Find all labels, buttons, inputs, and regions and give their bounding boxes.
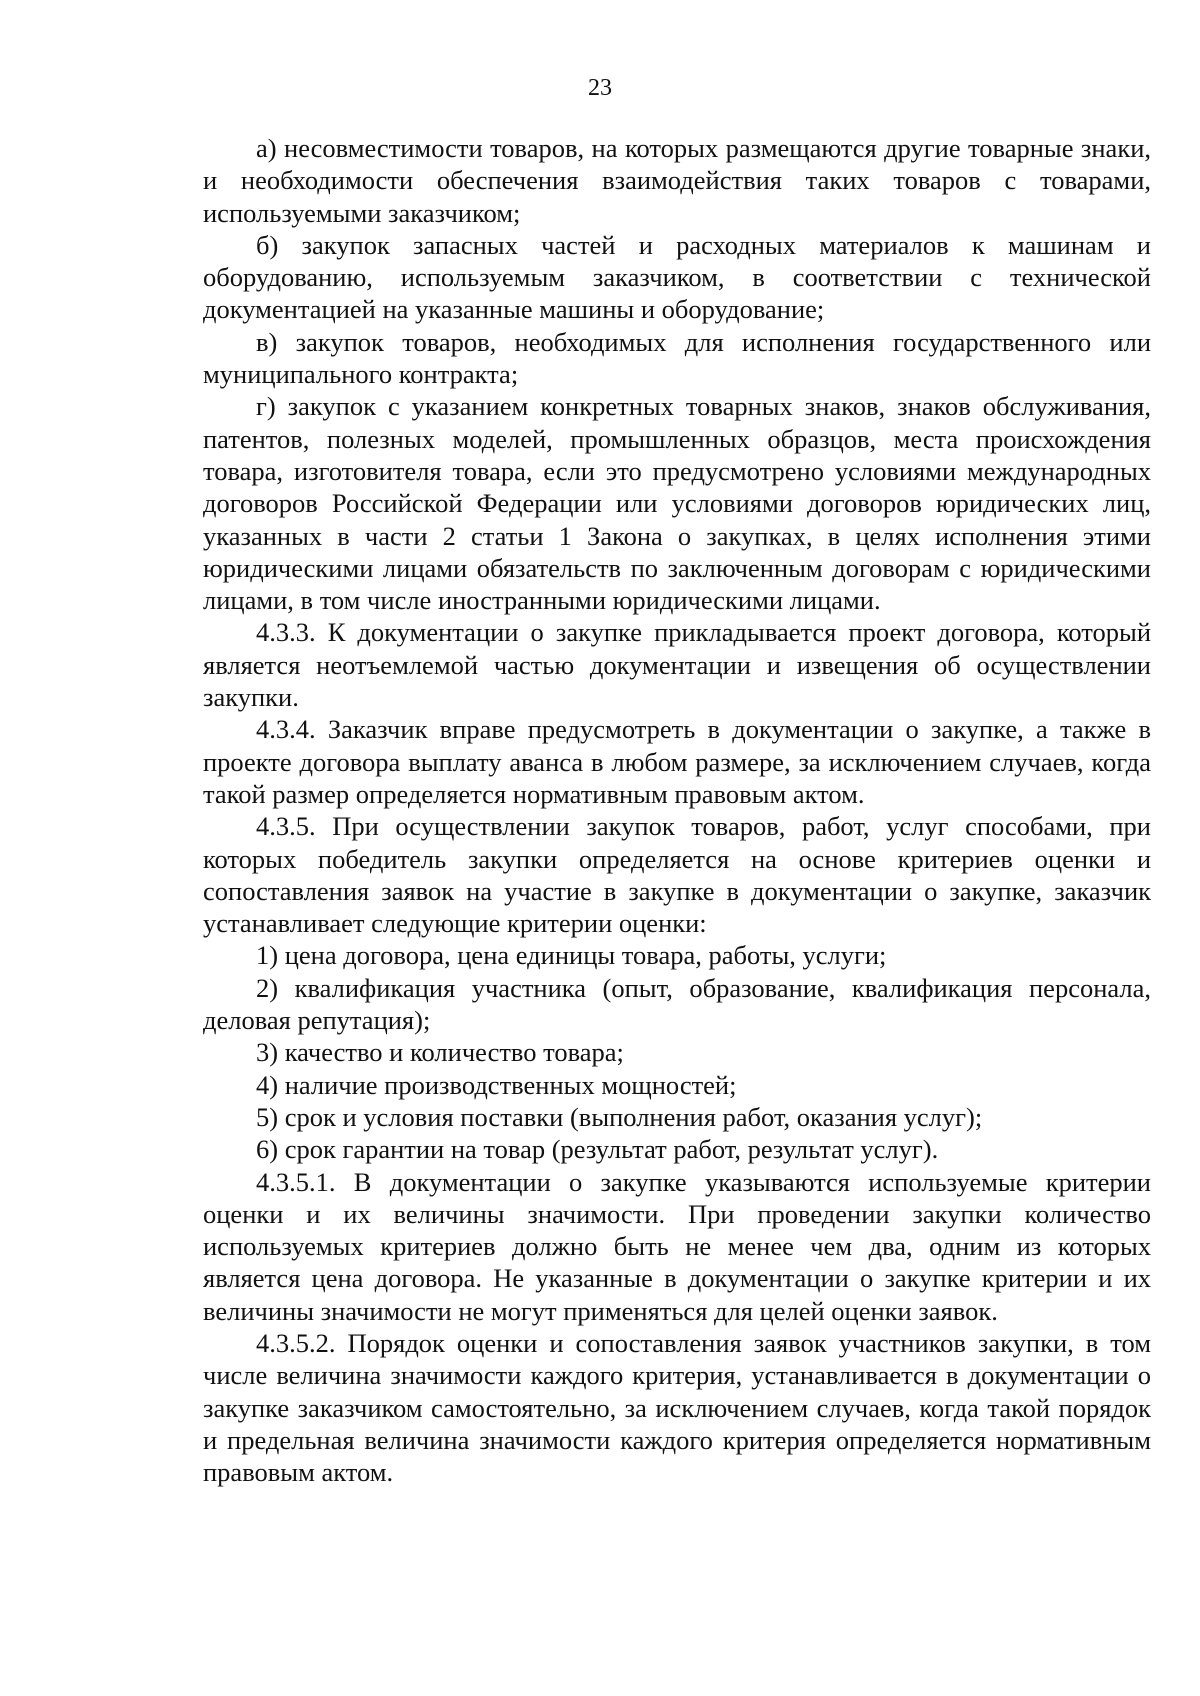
criteria-item-2: 2) квалификация участника (опыт, образование, квалификация персонала, деловая репутация); bbox=[203, 972, 1151, 1036]
paragraph-item-a: а) несовместимости товаров, на которых размещаются другие товарные знаки, и необходимости обеспечения взаимодействия таких товаров с товарами, используемыми заказчиком; bbox=[203, 133, 1151, 228]
paragraph-4-3-5-2: 4.3.5.2. Порядок оценки и сопоставления заявок участников закупки, в том числе величина значимости каждого критерия, устанавливается в документации о закупке заказчиком самостоятельно, за исключением случаев, когда такой порядок и предельная величина значимости каждого критерия определяется нормативным правовым актом. bbox=[203, 1327, 1151, 1488]
criteria-item-6: 6) срок гарантии на товар (результат работ, результат услуг). bbox=[256, 1134, 939, 1165]
criteria-item-5: 5) срок и условия поставки (выполнения работ, оказания услуг); bbox=[256, 1101, 983, 1132]
document-body bbox=[203, 132, 1151, 1488]
criteria-item-4: 4) наличие производственных мощностей; bbox=[256, 1069, 737, 1100]
paragraph-4-3-3: 4.3.3. К документации о закупке прикладывается проект договора, который является неотъемлемой частью документации и извещения об осуществлении закупки. bbox=[203, 617, 1151, 713]
paragraph-4-3-5: 4.3.5. При осуществлении закупок товаров, работ, услуг способами, при которых победитель закупки определяется на основе критериев оценки и сопоставления заявок на участие в закупке в документации о закупке, заказчик устанавливает следующие критерии оценки: bbox=[203, 811, 1151, 939]
criteria-item-3: 3) качество и количество товара; bbox=[256, 1037, 624, 1068]
paragraph-item-v: в) закупок товаров, необходимых для исполнения государственного или муниципального контракта; bbox=[203, 326, 1151, 390]
paragraph-item-b: б) закупок запасных частей и расходных материалов к машинам и оборудованию, используемым заказчиком, в соответствии с технической документацией на указанные машины и оборудование; bbox=[203, 229, 1151, 325]
paragraph-4-3-4: 4.3.4. Заказчик вправе предусмотреть в документации о закупке, а также в проекте договора выплату аванса в любом размере, за исключением случаев, когда такой размер определяется нормативным правовым актом. bbox=[203, 714, 1151, 809]
paragraph-item-g: г) закупок с указанием конкретных товарных знаков, знаков обслуживания, патентов, полезных моделей, промышленных образцов, места происхождения товара, изготовителя товара, если это предусмотрено условиями международных договоров Российской Федерации или условиями договоров юридических лиц, указанных в части 2 статьи 1 Закона о закупках, в целях исполнения этими юридическими лицами обязательств по заключенным договорам с юридическими лицами, в том числе иностранными юридическими лицами. bbox=[203, 391, 1151, 616]
paragraph-4-3-5-1: 4.3.5.1. В документации о закупке указываются используемые критерии оценки и их величины значимости. При проведении закупки количество используемых критериев должно быть не менее чем два, одним из которых является цена договора. Не указанные в документации о закупке критерии и их величины значимости не могут применяться для целей оценки заявок. bbox=[203, 1166, 1151, 1326]
page-number: 23 bbox=[588, 75, 612, 101]
criteria-item-1: 1) цена договора, цена единицы товара, работы, услуги; bbox=[256, 940, 887, 971]
